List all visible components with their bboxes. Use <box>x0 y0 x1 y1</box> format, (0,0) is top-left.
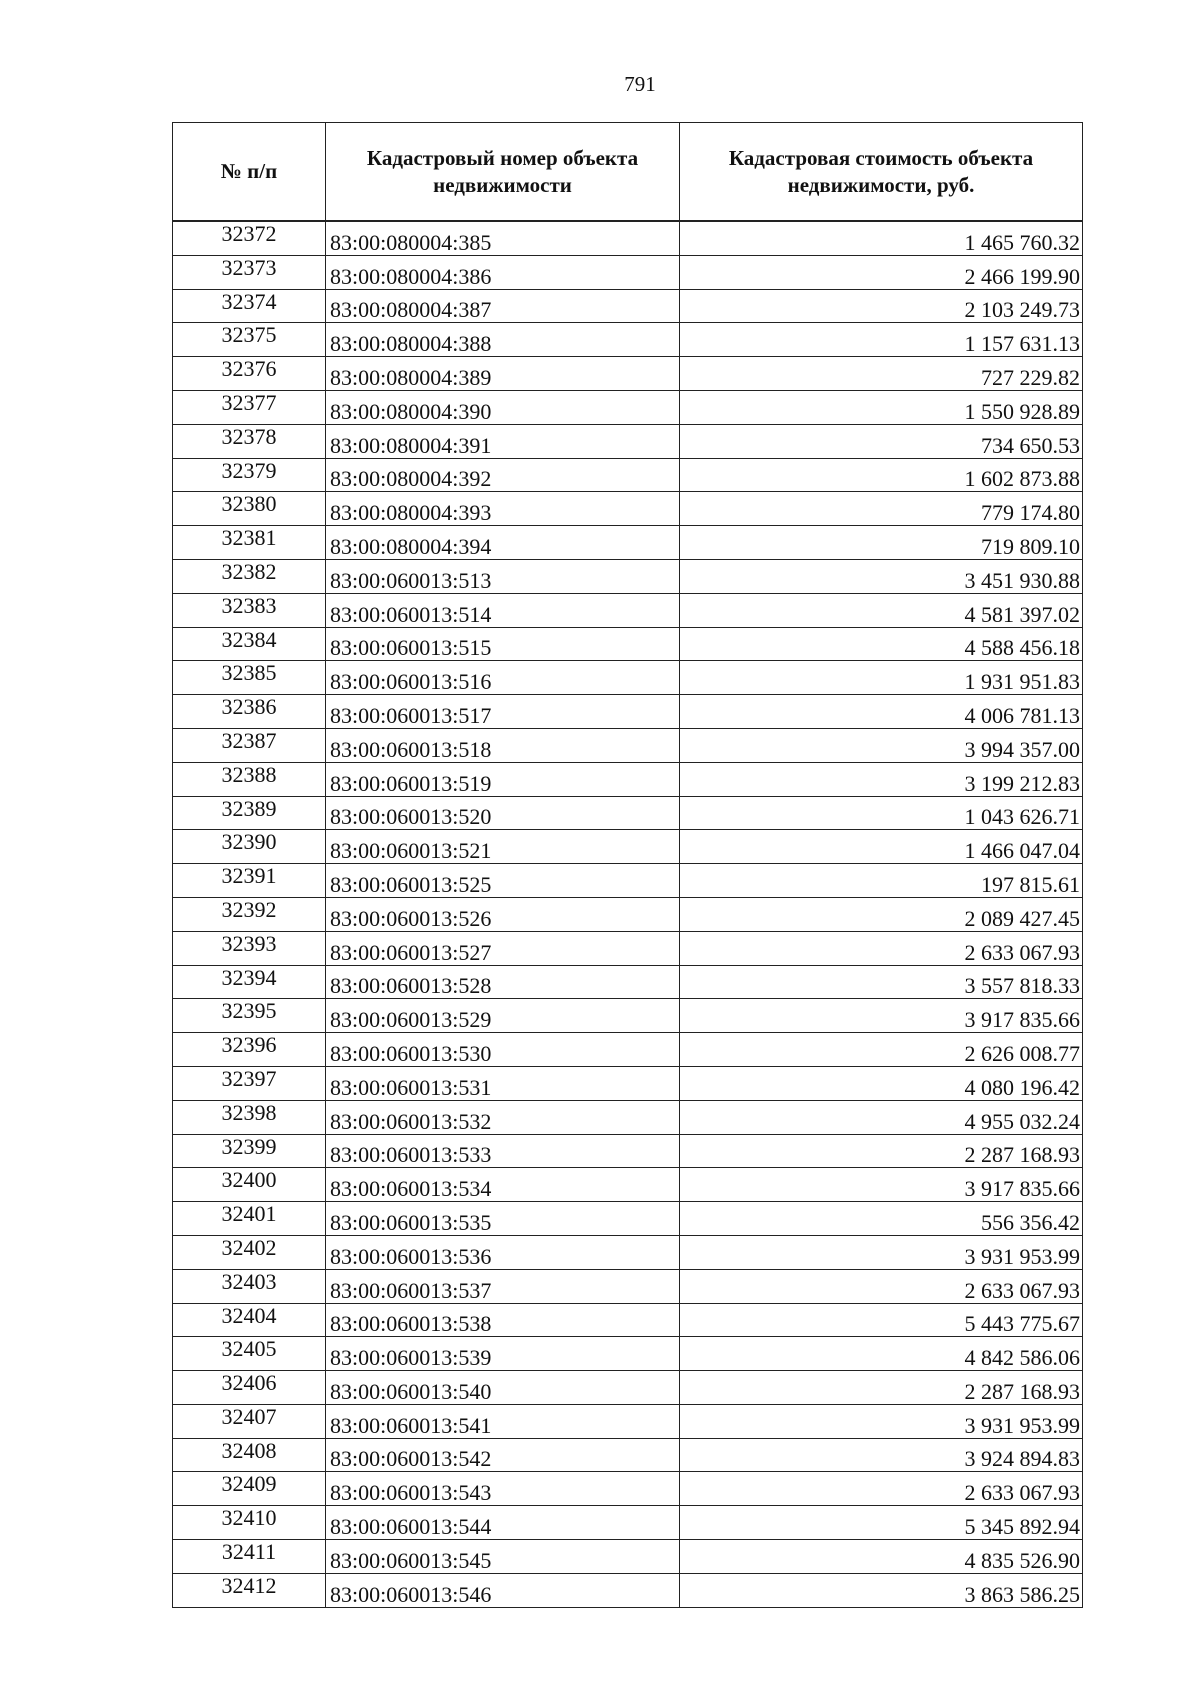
table-row <box>173 695 1083 729</box>
table-row <box>173 593 1083 627</box>
cadastral-number-cell: 83:00:080004:386 <box>326 255 680 289</box>
cadastral-number-cell: 83:00:060013:516 <box>326 661 680 695</box>
row-number-cell: 32396 <box>173 1033 326 1067</box>
table-row <box>173 1202 1083 1236</box>
row-number-cell: 32392 <box>173 897 326 931</box>
row-number-cell: 32389 <box>173 796 326 830</box>
row-number-cell: 32390 <box>173 830 326 864</box>
cadastral-value-cell: 4 955 032.24 <box>680 1100 1083 1134</box>
row-number-cell: 32395 <box>173 999 326 1033</box>
cadastral-value-cell: 2 626 008.77 <box>680 1033 1083 1067</box>
cadastral-value-cell: 4 581 397.02 <box>680 593 1083 627</box>
table-row <box>173 390 1083 424</box>
cadastral-value-cell: 556 356.42 <box>680 1202 1083 1236</box>
cadastral-number-cell: 83:00:080004:393 <box>326 492 680 526</box>
cadastral-number-cell: 83:00:080004:391 <box>326 424 680 458</box>
page-number: 791 <box>624 72 656 96</box>
cadastral-value-cell: 2 466 199.90 <box>680 255 1083 289</box>
row-number-cell: 32372 <box>173 221 326 255</box>
table-row <box>173 796 1083 830</box>
cadastral-number-cell: 83:00:060013:535 <box>326 1202 680 1236</box>
cadastral-number-cell: 83:00:060013:534 <box>326 1168 680 1202</box>
table-row <box>173 526 1083 560</box>
table-row <box>173 1235 1083 1269</box>
table-row <box>173 1540 1083 1574</box>
row-number-cell: 32408 <box>173 1438 326 1472</box>
row-number-cell: 32377 <box>173 390 326 424</box>
cadastral-value-cell: 1 550 928.89 <box>680 390 1083 424</box>
cadastral-number-cell: 83:00:060013:540 <box>326 1371 680 1405</box>
cadastral-number-cell: 83:00:060013:528 <box>326 965 680 999</box>
cadastral-number-cell: 83:00:060013:541 <box>326 1404 680 1438</box>
table-row <box>173 661 1083 695</box>
table-row <box>173 323 1083 357</box>
cadastral-number-cell: 83:00:060013:533 <box>326 1134 680 1168</box>
cadastral-value-cell: 3 924 894.83 <box>680 1438 1083 1472</box>
row-number-cell: 32387 <box>173 728 326 762</box>
table-row <box>173 931 1083 965</box>
table-row <box>173 1303 1083 1337</box>
table-row <box>173 492 1083 526</box>
row-number-cell: 32412 <box>173 1573 326 1607</box>
row-number-cell: 32380 <box>173 492 326 526</box>
cadastral-value-cell: 1 602 873.88 <box>680 458 1083 492</box>
cadastral-number-cell: 83:00:080004:385 <box>326 221 680 255</box>
row-number-cell: 32410 <box>173 1506 326 1540</box>
cadastral-value-cell: 2 089 427.45 <box>680 897 1083 931</box>
cadastral-value-cell: 3 931 953.99 <box>680 1235 1083 1269</box>
table-row <box>173 1506 1083 1540</box>
header-number: № п/п <box>173 123 326 222</box>
row-number-cell: 32385 <box>173 661 326 695</box>
row-number-cell: 32379 <box>173 458 326 492</box>
cadastral-value-cell: 719 809.10 <box>680 526 1083 560</box>
cadastral-value-cell: 4 006 781.13 <box>680 695 1083 729</box>
row-number-cell: 32381 <box>173 526 326 560</box>
cadastral-value-cell: 197 815.61 <box>680 864 1083 898</box>
cadastral-number-cell: 83:00:060013:521 <box>326 830 680 864</box>
row-number-cell: 32407 <box>173 1404 326 1438</box>
table-row <box>173 897 1083 931</box>
row-number-cell: 32397 <box>173 1066 326 1100</box>
cadastral-value-cell: 779 174.80 <box>680 492 1083 526</box>
header-cadastral-value: Кадастровая стоимость объекта недвижимости, руб. <box>680 123 1083 222</box>
row-number-cell: 32375 <box>173 323 326 357</box>
cadastral-value-cell: 3 994 357.00 <box>680 728 1083 762</box>
table-row <box>173 1168 1083 1202</box>
cadastral-value-cell: 3 557 818.33 <box>680 965 1083 999</box>
table-row <box>173 1269 1083 1303</box>
header-cadastral-number: Кадастровый номер объекта недвижимости <box>326 123 680 222</box>
table-row <box>173 424 1083 458</box>
cadastral-number-cell: 83:00:060013:514 <box>326 593 680 627</box>
table-row <box>173 1438 1083 1472</box>
cadastral-value-cell: 734 650.53 <box>680 424 1083 458</box>
table-row <box>173 1371 1083 1405</box>
cadastral-value-cell: 2 633 067.93 <box>680 931 1083 965</box>
table-row <box>173 458 1083 492</box>
row-number-cell: 32405 <box>173 1337 326 1371</box>
cadastral-number-cell: 83:00:060013:517 <box>326 695 680 729</box>
table-row <box>173 1404 1083 1438</box>
cadastral-number-cell: 83:00:060013:539 <box>326 1337 680 1371</box>
table-row <box>173 965 1083 999</box>
cadastral-number-cell: 83:00:080004:389 <box>326 357 680 391</box>
table-body <box>173 221 1083 1607</box>
table-row <box>173 864 1083 898</box>
cadastral-value-cell: 2 103 249.73 <box>680 289 1083 323</box>
table-row <box>173 1573 1083 1607</box>
cadastral-value-cell: 4 835 526.90 <box>680 1540 1083 1574</box>
cadastral-number-cell: 83:00:060013:519 <box>326 762 680 796</box>
cadastral-number-cell: 83:00:060013:515 <box>326 627 680 661</box>
cadastral-number-cell: 83:00:060013:520 <box>326 796 680 830</box>
row-number-cell: 32388 <box>173 762 326 796</box>
row-number-cell: 32406 <box>173 1371 326 1405</box>
cadastral-number-cell: 83:00:060013:529 <box>326 999 680 1033</box>
cadastral-number-cell: 83:00:060013:536 <box>326 1235 680 1269</box>
cadastral-number-cell: 83:00:060013:513 <box>326 559 680 593</box>
cadastral-value-cell: 5 443 775.67 <box>680 1303 1083 1337</box>
table-row <box>173 559 1083 593</box>
row-number-cell: 32383 <box>173 593 326 627</box>
cadastral-value-cell: 1 931 951.83 <box>680 661 1083 695</box>
cadastral-value-cell: 3 863 586.25 <box>680 1573 1083 1607</box>
table-row <box>173 255 1083 289</box>
row-number-cell: 32400 <box>173 1168 326 1202</box>
table-row <box>173 999 1083 1033</box>
cadastral-number-cell: 83:00:060013:542 <box>326 1438 680 1472</box>
cadastral-value-cell: 2 287 168.93 <box>680 1134 1083 1168</box>
cadastral-number-cell: 83:00:060013:546 <box>326 1573 680 1607</box>
cadastral-number-cell: 83:00:080004:394 <box>326 526 680 560</box>
row-number-cell: 32373 <box>173 255 326 289</box>
row-number-cell: 32382 <box>173 559 326 593</box>
row-number-cell: 32403 <box>173 1269 326 1303</box>
cadastral-number-cell: 83:00:080004:388 <box>326 323 680 357</box>
table-row <box>173 221 1083 255</box>
table-row <box>173 1337 1083 1371</box>
row-number-cell: 32401 <box>173 1202 326 1236</box>
cadastral-number-cell: 83:00:060013:543 <box>326 1472 680 1506</box>
cadastral-value-cell: 4 588 456.18 <box>680 627 1083 661</box>
table-row <box>173 1066 1083 1100</box>
row-number-cell: 32402 <box>173 1235 326 1269</box>
cadastral-value-cell: 2 633 067.93 <box>680 1472 1083 1506</box>
cadastral-number-cell: 83:00:080004:392 <box>326 458 680 492</box>
cadastral-number-cell: 83:00:060013:518 <box>326 728 680 762</box>
cadastral-number-cell: 83:00:060013:525 <box>326 864 680 898</box>
cadastral-value-cell: 3 917 835.66 <box>680 999 1083 1033</box>
table-row <box>173 762 1083 796</box>
cadastral-number-cell: 83:00:060013:537 <box>326 1269 680 1303</box>
cadastral-number-cell: 83:00:060013:532 <box>326 1100 680 1134</box>
cadastral-value-cell: 3 917 835.66 <box>680 1168 1083 1202</box>
cadastral-value-cell: 1 465 760.32 <box>680 221 1083 255</box>
cadastral-number-cell: 83:00:060013:538 <box>326 1303 680 1337</box>
row-number-cell: 32393 <box>173 931 326 965</box>
table-row <box>173 289 1083 323</box>
table-row <box>173 1134 1083 1168</box>
row-number-cell: 32376 <box>173 357 326 391</box>
cadastral-value-cell: 727 229.82 <box>680 357 1083 391</box>
row-number-cell: 32399 <box>173 1134 326 1168</box>
cadastral-value-cell: 3 199 212.83 <box>680 762 1083 796</box>
cadastral-value-cell: 4 080 196.42 <box>680 1066 1083 1100</box>
cadastral-number-cell: 83:00:060013:526 <box>326 897 680 931</box>
cadastral-value-cell: 5 345 892.94 <box>680 1506 1083 1540</box>
table-row <box>173 1033 1083 1067</box>
table-row <box>173 627 1083 661</box>
row-number-cell: 32391 <box>173 864 326 898</box>
cadastral-value-cell: 2 287 168.93 <box>680 1371 1083 1405</box>
table-header-row <box>173 123 1083 222</box>
table-row <box>173 830 1083 864</box>
row-number-cell: 32409 <box>173 1472 326 1506</box>
table-row <box>173 1472 1083 1506</box>
cadastral-number-cell: 83:00:080004:390 <box>326 390 680 424</box>
row-number-cell: 32398 <box>173 1100 326 1134</box>
table-row <box>173 728 1083 762</box>
cadastral-value-cell: 3 451 930.88 <box>680 559 1083 593</box>
row-number-cell: 32411 <box>173 1540 326 1574</box>
cadastral-value-cell: 1 157 631.13 <box>680 323 1083 357</box>
row-number-cell: 32404 <box>173 1303 326 1337</box>
row-number-cell: 32378 <box>173 424 326 458</box>
cadastral-number-cell: 83:00:060013:531 <box>326 1066 680 1100</box>
row-number-cell: 32374 <box>173 289 326 323</box>
cadastral-value-cell: 2 633 067.93 <box>680 1269 1083 1303</box>
cadastral-table <box>172 122 1083 1608</box>
table-row <box>173 357 1083 391</box>
cadastral-number-cell: 83:00:060013:544 <box>326 1506 680 1540</box>
cadastral-value-cell: 1 466 047.04 <box>680 830 1083 864</box>
cadastral-value-cell: 1 043 626.71 <box>680 796 1083 830</box>
cadastral-number-cell: 83:00:060013:527 <box>326 931 680 965</box>
cadastral-number-cell: 83:00:080004:387 <box>326 289 680 323</box>
table-row <box>173 1100 1083 1134</box>
cadastral-number-cell: 83:00:060013:545 <box>326 1540 680 1574</box>
cadastral-value-cell: 3 931 953.99 <box>680 1404 1083 1438</box>
row-number-cell: 32394 <box>173 965 326 999</box>
cadastral-number-cell: 83:00:060013:530 <box>326 1033 680 1067</box>
row-number-cell: 32384 <box>173 627 326 661</box>
row-number-cell: 32386 <box>173 695 326 729</box>
cadastral-value-cell: 4 842 586.06 <box>680 1337 1083 1371</box>
